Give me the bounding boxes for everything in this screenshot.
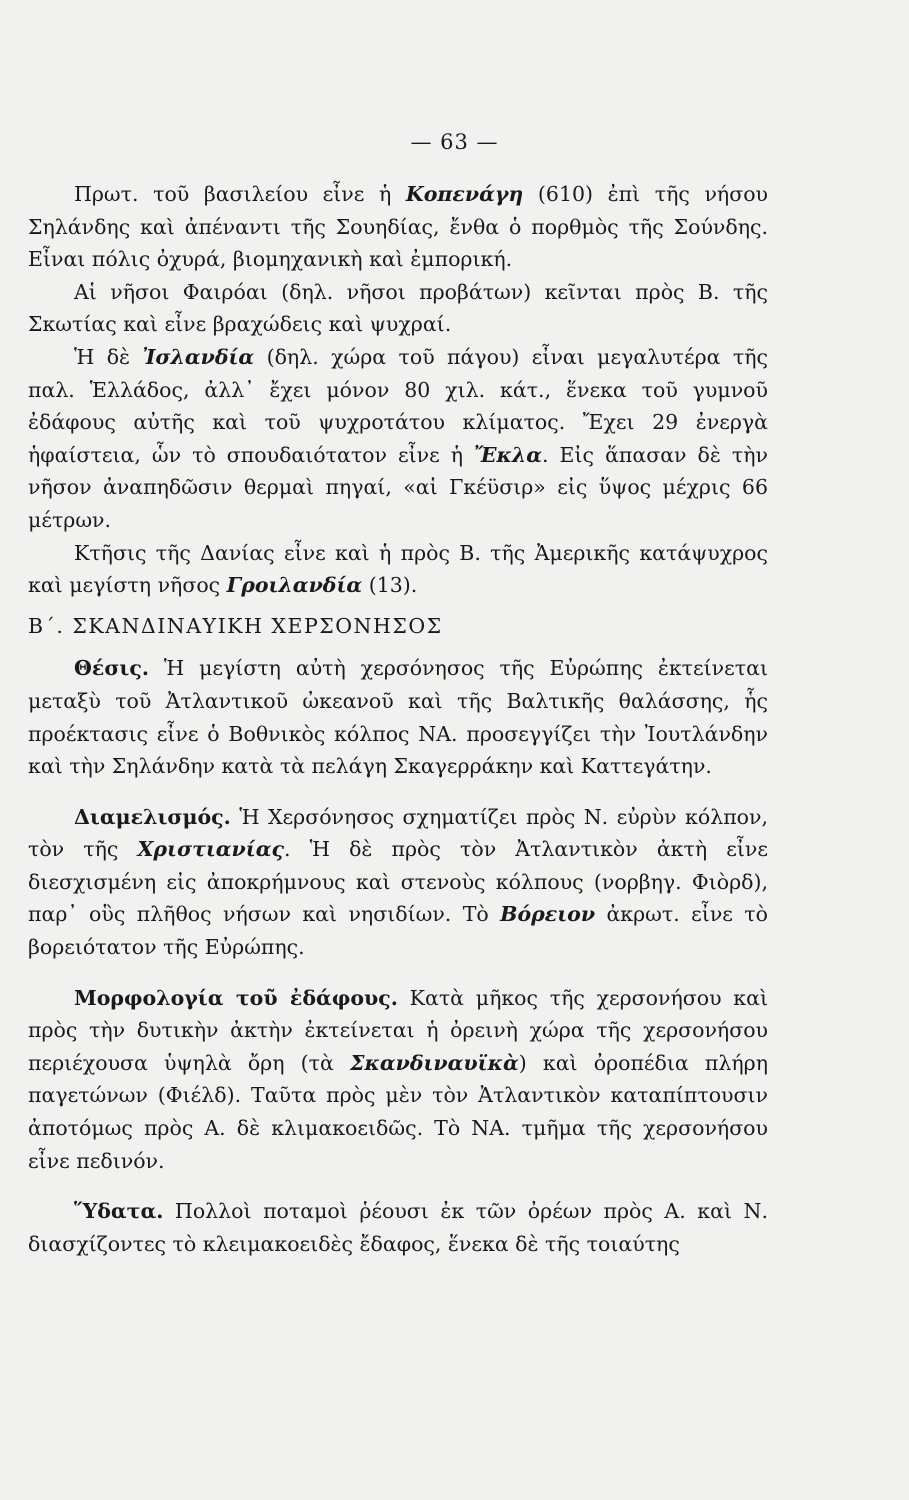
text-run: (δηλ. χώρα τοῦ πάγου) εἶναι μεγαλυτέρα τῆς παλ. Ἑλλάδος, ἀλλ᾽ ἔχει μόνον 80 χιλ. κάτ., ἕνεκα τοῦ γυμνοῦ ἐδάφους αὐτῆς καὶ τοῦ ψυχροτάτου κλίματος. Ἔχει 29 ἐνεργὰ ἡφαίστεια, ὧν τὸ σπουδαιότατον εἶνε ἡ (28, 344, 768, 467)
text-run: Ἡ Χερσόνησος σχηματίζει πρὸς Ν. εὐρὺν κόλπον, τὸν τῆς (28, 804, 768, 862)
place-name: Γροιλανδία (226, 573, 363, 598)
place-name: Ἰσλανδία (142, 344, 255, 369)
text-run: Ἡ μεγίστη αὐτὴ χερσόνησος τῆς Εὐρώπης ἐκτείνεται μεταξὺ τοῦ Ἀτλαντικοῦ ὠκεανοῦ καὶ τῆς Βαλτικῆς θαλάσσης, ἧς προέκτασις εἶνε ὁ Βοθνικὸς κόλπος ΝΑ. προσεγγίζει τὴν Ἰουτλάνδην καὶ τὴν Σηλάνδην κατὰ τὰ πελάγη Σκαγερράκην καὶ Καττεγάτην. (28, 656, 768, 779)
text-run: ) καὶ ὀροπέδια πλήρη παγετώνων (Φιέλδ). Ταῦτα πρὸς μὲν τὸν Ἀτλαντικὸν καταπίπτουσιν ἀποτόμως πρὸς Α. δὲ κλιμακοειδῶς. Τὸ ΝΑ. τμῆμα τῆς χερσονήσου εἶνε πεδινόν. (28, 1050, 769, 1173)
text-run: Κτῆσις τῆς Δανίας εἶνε καὶ ἡ πρὸς Β. τῆς Ἀμερικῆς κατάψυχρος καὶ μεγίστη νῆσος (28, 540, 768, 598)
paragraph-greenland (28, 537, 768, 602)
side-heading: Ὕδατα. (74, 1199, 164, 1224)
place-name: Κοπενάγη (405, 182, 524, 206)
page-number: — 63 — (410, 130, 499, 154)
body-text (28, 178, 768, 1260)
text-run: (13). (362, 573, 418, 598)
place-name: Ἔκλα (474, 442, 543, 467)
place-name: Βόρειον (500, 902, 596, 927)
paragraph-copenhagen (28, 178, 768, 276)
paragraph-faroe (28, 276, 768, 341)
text-run: Αἱ νῆσοι Φαιρόαι (δηλ. νῆσοι προβάτων) κεῖνται πρὸς Β. τῆς Σκωτίας καὶ εἶνε βραχώδεις καὶ ψυχραί. (28, 279, 768, 337)
side-heading: Μορφολογία τοῦ ἐδάφους. (74, 985, 398, 1010)
text-run: (610) ἐπὶ τῆς νήσου Σηλάνδης καὶ ἀπέναντι τῆς Σουηδίας, ἔνθα ὁ πορθμὸς τῆς Σούνδης. Εἶναι πόλις ὀχυρά, βιομηχανικὴ καὶ ἐμπορική. (28, 182, 768, 272)
paragraph-waters (28, 1195, 768, 1260)
text-run: . Ἡ δὲ πρὸς τὸν Ἀτλαντικὸν ἀκτὴ εἶνε διεσχισμένη εἰς ἀποκρήμνους καὶ στενοὺς κόλπους (νορβηγ. Φιὸρδ), παρ᾽ οὓς πλῆθος νήσων καὶ νησιδίων. Τὸ (28, 837, 768, 927)
paragraph-iceland (28, 341, 768, 537)
side-heading: Διαμελισμός. (74, 804, 231, 829)
text-run: . Εἰς ἅπασαν δὲ τὴν νῆσον ἀναπηδῶσιν θερμαὶ πηγαί, «αἱ Γκέϋσιρ» εἰς ὕψος μέχρις 66 μέτρων. (28, 442, 768, 532)
side-heading: Θέσις. (74, 656, 149, 681)
paragraph-position (28, 652, 768, 782)
section-heading: Β΄. ΣΚΑΝΔΙΝΑΥΙΚΗ ΧΕΡΣΟΝΗΣΟΣ (28, 613, 443, 638)
paragraph-morphology (28, 982, 768, 1178)
text-run: Κατὰ μῆκος τῆς χερσονήσου καὶ πρὸς τὴν δυτικὴν ἀκτὴν ἐκτείνεται ἡ ὀρεινὴ χώρα τῆς χερσονήσου περιέχουσα ὑψηλὰ ὄρη (τὰ (28, 985, 769, 1075)
text-run: Πρωτ. τοῦ βασιλείου εἶνε ἡ (74, 182, 406, 206)
text-run: Ἡ δὲ (74, 344, 143, 369)
text-run: Πολλοὶ ποταμοὶ ῥέουσι ἐκ τῶν ὀρέων πρὸς Α. καὶ Ν. διασχίζοντες τὸ κλειμακοειδὲς ἔδαφος, ἕνεκα δὲ τῆς τοιαύτης (28, 1199, 768, 1256)
place-name: Σκανδιναυϊκὰ (349, 1050, 519, 1075)
text-run: ἀκρωτ. εἶνε τὸ βορειότατον τῆς Εὐρώπης. (28, 902, 768, 960)
paragraph-coastline (28, 801, 768, 964)
place-name: Χριστιανίας (137, 837, 284, 862)
